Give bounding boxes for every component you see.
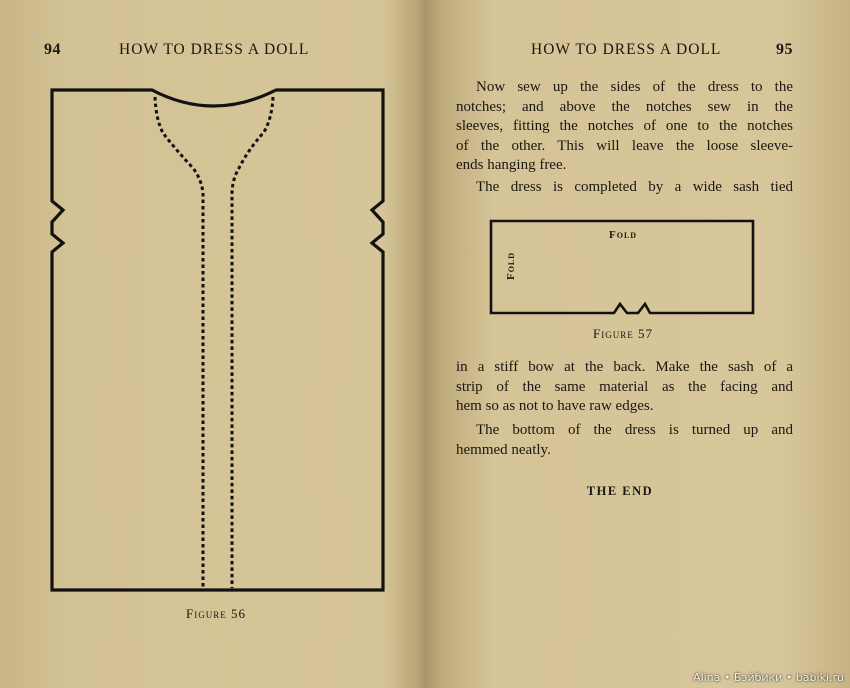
text-line: notches; and above the notches sew in the xyxy=(456,98,793,115)
left-facing-stitch-line xyxy=(155,97,203,588)
the-end-label: THE END xyxy=(586,484,654,498)
text-line: in a stiff bow at the back. Make the sash of a xyxy=(456,359,793,375)
text-line: hemmed neatly. xyxy=(456,441,551,458)
right-facing-stitch-line xyxy=(232,97,273,588)
left-running-head: HOW TO DRESS A DOLL xyxy=(119,41,310,58)
figure-56-caption: Figure 56 xyxy=(186,606,246,621)
text-line: hem so as not to have raw edges. xyxy=(456,398,654,415)
right-page-number: 95 xyxy=(776,41,793,58)
text-line: ends hanging free. xyxy=(456,157,567,174)
left-page-number: 94 xyxy=(44,41,61,58)
paragraph-hem xyxy=(456,421,793,460)
paragraph-sash-bow xyxy=(456,358,793,417)
paragraph-sash-intro xyxy=(456,178,793,198)
right-running-head: HOW TO DRESS A DOLL xyxy=(531,41,722,58)
text-line: The dress is completed by a wide sash tied xyxy=(476,179,793,195)
watermark-credit: Alina • Бэйбики • babiki.ru xyxy=(693,671,844,684)
dress-outline xyxy=(52,90,383,590)
sash-fold-label-side: Fold xyxy=(505,251,518,281)
text-line: strip of the same material as the facing and xyxy=(456,378,793,395)
text-line: sleeves, fitting the notches of one to the notches xyxy=(456,118,793,135)
text-line: of the other. This will leave the loose sleeve- xyxy=(456,137,793,154)
text-line: Now sew up the sides of the dress to the xyxy=(476,79,793,95)
text-line: The bottom of the dress is turned up and xyxy=(476,422,793,438)
sash-fold-label-top: Fold xyxy=(609,229,638,241)
paragraph-sewing-sides xyxy=(456,78,793,176)
figure-57-caption: Figure 57 xyxy=(593,326,653,341)
